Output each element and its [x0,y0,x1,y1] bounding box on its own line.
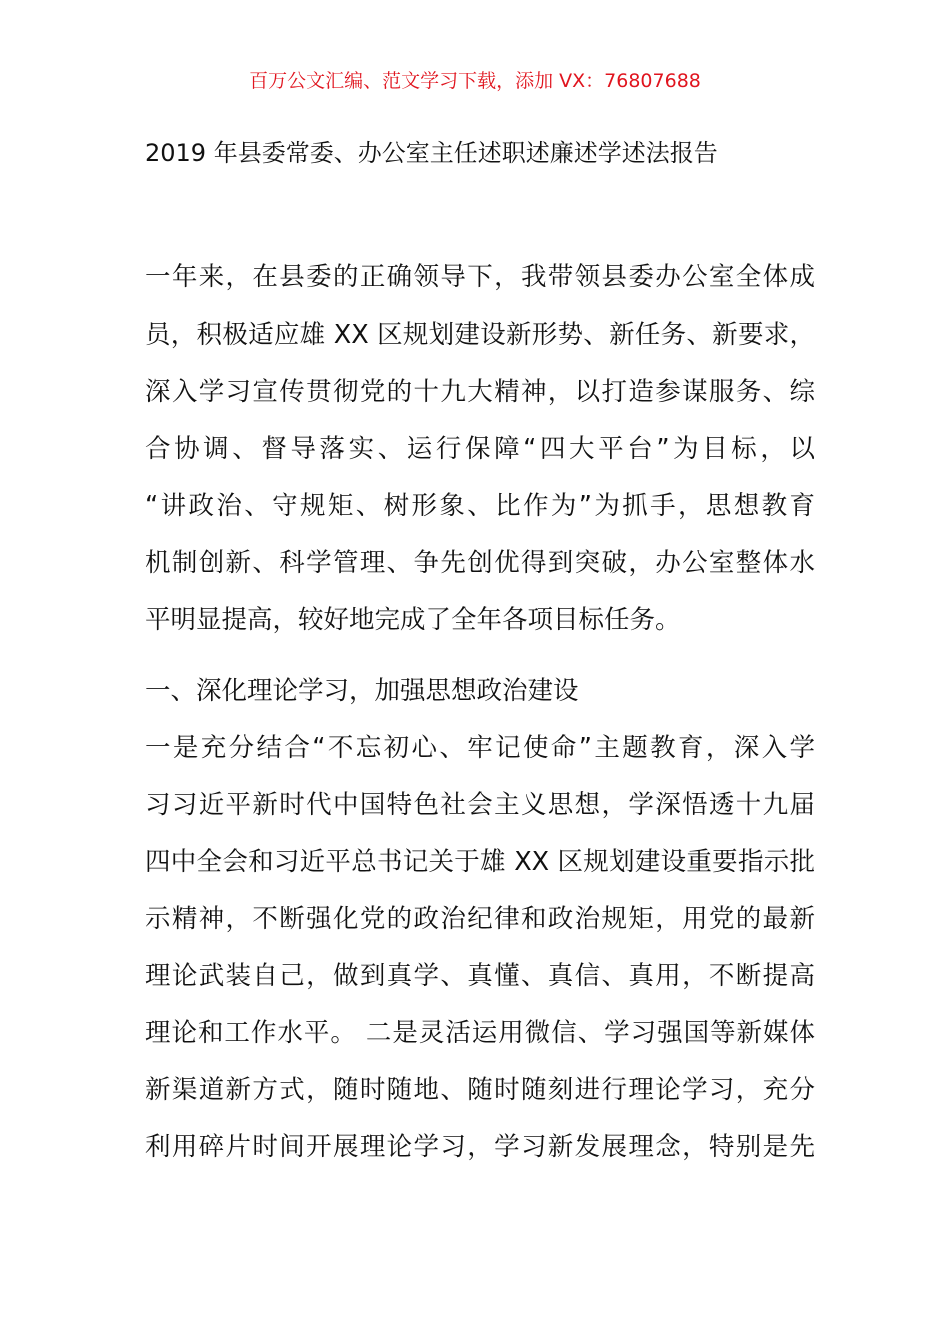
paragraph-line: 新渠道新方式，随时随地、随时随刻进行理论学习，充分 [145,1075,815,1105]
paragraph-line: 机制创新、科学管理、争先创优得到突破，办公室整体水 [145,548,815,578]
paragraph-line: 示精神，不断强化党的政治纪律和政治规矩，用党的最新 [145,904,815,934]
paragraph-line: 理论武装自己，做到真学、真懂、真信、真用，不断提高 [145,961,815,991]
paragraph-line: 平明显提高，较好地完成了全年各项目标任务。 [145,605,681,635]
paragraph-line: 利用碎片时间开展理论学习，学习新发展理念，特别是先 [145,1132,815,1162]
paragraph-line: “讲政治、守规矩、树形象、比作为”为抓手，思想教育 [145,491,815,521]
watermark-banner: 百万公文汇编、范文学习下载，添加 VX：76807688 [249,70,701,92]
paragraph-line: 理论和工作水平。 二是灵活运用微信、学习强国等新媒体 [145,1018,815,1048]
paragraph-line: 四中全会和习近平总书记关于雄 XX 区规划建设重要指示批 [145,847,815,877]
paragraph-line: 员，积极适应雄 XX 区规划建设新形势、新任务、新要求， [145,320,815,350]
paragraph-line: 一年来，在县委的正确领导下，我带领县委办公室全体成 [145,262,815,292]
paragraph-line: 一是充分结合“不忘初心、牢记使命”主题教育，深入学 [145,733,815,763]
paragraph-line: 习习近平新时代中国特色社会主义思想，学深悟透十九届 [145,790,815,820]
paragraph-line: 合协调、督导落实、运行保障“四大平台”为目标，以 [145,434,815,464]
section-heading: 一、深化理论学习，加强思想政治建设 [145,676,579,706]
document-title: 2019 年县委常委、办公室主任述职述廉述学述法报告 [145,139,718,167]
paragraph-line: 深入学习宣传贯彻党的十九大精神，以打造参谋服务、综 [145,377,815,407]
